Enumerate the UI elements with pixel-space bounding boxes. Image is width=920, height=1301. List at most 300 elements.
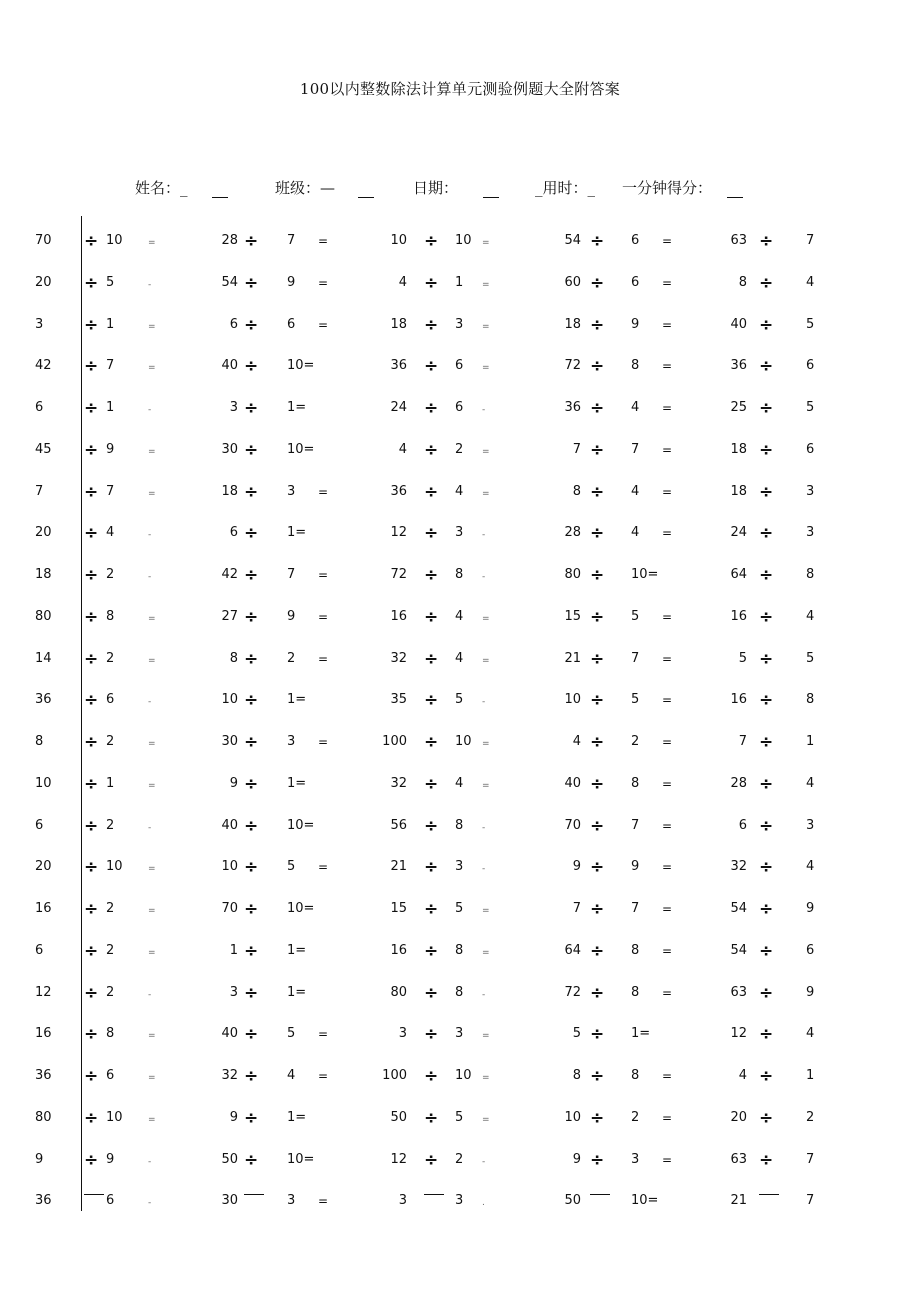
division-symbol: ÷	[84, 1024, 99, 1045]
dividend: 18	[730, 483, 747, 499]
equals-sign: =	[662, 401, 673, 415]
dividend: 6	[35, 400, 44, 415]
divisor: 2	[106, 942, 115, 958]
divisor: 7	[806, 1151, 815, 1167]
division-symbol: ÷	[759, 1107, 774, 1128]
divisor: 1	[455, 274, 464, 290]
dividend: 32	[730, 859, 747, 875]
division-symbol: ÷	[759, 231, 774, 251]
equals-sign: =	[318, 317, 329, 332]
equals-sign: =	[662, 1152, 673, 1167]
equals-sign: =	[318, 234, 329, 248]
divisor: 5	[455, 1109, 464, 1125]
divisor: 1	[106, 400, 115, 415]
dividend: 63	[730, 233, 747, 248]
dividend: 3	[398, 1026, 407, 1042]
dividend: 12	[35, 984, 52, 1000]
divisor: 7	[631, 650, 640, 666]
equals-sign: =	[482, 655, 490, 666]
division-symbol: ÷	[424, 732, 439, 752]
divisor: 4	[455, 650, 464, 666]
divisor: 9	[287, 274, 296, 290]
division-symbol: ÷	[759, 481, 774, 502]
divisor: 1	[806, 734, 815, 749]
division-symbol: ÷	[590, 1066, 605, 1086]
divisor: 1=	[287, 400, 307, 415]
dividend: 12	[730, 1026, 747, 1042]
division-symbol: ÷	[759, 648, 774, 669]
equals-sign: -	[148, 572, 152, 582]
division-symbol: ÷	[759, 773, 774, 794]
divisor: 1=	[287, 984, 307, 1000]
equals-sign: =	[318, 1194, 329, 1209]
division-symbol: ÷	[759, 940, 774, 961]
dividend: 9	[572, 1151, 581, 1167]
divisor: 4	[455, 775, 464, 791]
divisor: 2	[455, 1151, 464, 1167]
dividend: 50	[564, 1193, 581, 1209]
dividend: 56	[390, 817, 407, 833]
division-symbol: ÷	[759, 899, 774, 919]
divisor: 4	[806, 274, 815, 290]
dividend: 80	[390, 984, 407, 1000]
equals-sign: =	[318, 484, 329, 499]
equals-sign: -	[482, 1156, 486, 1167]
divisor: 4	[455, 483, 464, 499]
equals-sign: =	[148, 947, 156, 958]
division-symbol: ÷	[244, 773, 259, 794]
dividend: 12	[390, 1151, 407, 1167]
division-symbol: ÷	[244, 356, 259, 377]
divisor: 1=	[287, 775, 307, 791]
division-symbol: ÷	[590, 272, 605, 293]
division-symbol: ÷	[244, 982, 259, 1003]
divisor: 2	[106, 650, 115, 666]
equals-sign: -	[482, 697, 486, 708]
dividend: 18	[35, 567, 52, 582]
dividend: 18	[564, 316, 581, 332]
division-symbol: ÷	[244, 439, 259, 460]
dividend: 54	[564, 233, 581, 248]
name-label: 姓名：_	[135, 179, 188, 197]
dividend: 6	[738, 817, 747, 833]
dividend: 42	[35, 358, 52, 374]
division-symbol: ÷	[424, 565, 439, 585]
equals-sign: =	[662, 693, 673, 708]
division-symbol: ÷	[590, 606, 605, 627]
dividend: 9	[572, 859, 581, 875]
equals-sign: =	[148, 613, 156, 624]
divisor: 3	[631, 1151, 640, 1167]
dividend: 72	[390, 567, 407, 582]
divisor: 3	[455, 859, 464, 875]
dividend: 100	[382, 734, 407, 749]
division-symbol: ÷	[84, 815, 99, 836]
divisor: 1=	[631, 1026, 651, 1042]
divisor: 2	[806, 1109, 815, 1125]
dividend: 21	[730, 1193, 747, 1209]
dividend: 54	[730, 942, 747, 958]
divisor: 2	[287, 650, 296, 666]
equals-sign: =	[482, 321, 490, 332]
division-symbol: ÷	[590, 773, 605, 794]
dividend: 40	[221, 1026, 238, 1042]
divisor: 5	[806, 400, 815, 415]
dividend: 70	[35, 233, 52, 248]
division-symbol: ÷	[244, 1066, 259, 1086]
dividend: 80	[564, 567, 581, 582]
time-label: _用时：_	[535, 179, 596, 197]
divisor: 9	[106, 1151, 115, 1167]
equals-sign: =	[662, 609, 673, 624]
dividend: 63	[730, 1151, 747, 1167]
equals-sign: -	[482, 572, 486, 582]
divisor: 9	[287, 608, 296, 624]
division-symbol: ÷	[84, 481, 99, 502]
division-symbol: ÷	[759, 398, 774, 418]
divisor: 10=	[287, 358, 315, 374]
divisor: 7	[806, 1193, 815, 1209]
equals-sign: =	[482, 446, 490, 457]
divisor: 1=	[287, 942, 307, 958]
divisor: 1=	[287, 692, 307, 708]
division-symbol: ÷	[244, 732, 259, 752]
divisor: 6	[106, 1193, 115, 1209]
divisor: 4	[806, 775, 815, 791]
division-symbol: ÷	[244, 231, 259, 251]
dividend: 70	[221, 901, 238, 916]
dividend: 32	[390, 775, 407, 791]
equals-sign: =	[662, 484, 673, 499]
equals-sign: .	[482, 1198, 485, 1209]
equals-sign: =	[662, 943, 673, 958]
equals-sign: =	[482, 780, 490, 791]
division-symbol: ÷	[244, 314, 259, 335]
divisor: 1	[806, 1068, 815, 1083]
dividend: 36	[35, 1068, 52, 1083]
divisor: 4	[455, 608, 464, 624]
dividend: 8	[572, 483, 581, 499]
divisor: 8	[455, 817, 464, 833]
division-symbol: ÷	[590, 523, 605, 544]
division-symbol: ÷	[424, 690, 439, 711]
dividend: 16	[730, 608, 747, 624]
equals-sign: =	[662, 275, 673, 290]
dividend: 10	[221, 859, 238, 875]
division-symbol: ÷	[244, 690, 259, 711]
equals-sign: -	[148, 405, 152, 415]
dividend: 10	[564, 692, 581, 708]
divisor: 10=	[287, 1151, 315, 1167]
division-symbol: ÷	[84, 523, 99, 544]
equals-sign: -	[148, 279, 152, 290]
division-symbol: ÷	[244, 481, 259, 502]
equals-sign: =	[482, 613, 490, 624]
dividend: 6	[35, 942, 44, 958]
equals-sign: -	[482, 530, 486, 541]
divisor: 4	[631, 525, 640, 541]
equals-sign: =	[662, 1110, 673, 1125]
dividend: 50	[221, 1151, 238, 1167]
equals-sign: =	[148, 906, 156, 916]
dividend: 6	[35, 817, 44, 833]
division-symbol: ÷	[590, 231, 605, 251]
dividend: 40	[221, 817, 238, 833]
dividend: 32	[221, 1068, 238, 1083]
divisor: 8	[106, 1026, 115, 1042]
dividend: 35	[390, 692, 407, 708]
divisor: 5	[631, 608, 640, 624]
division-symbol: ÷	[84, 231, 99, 251]
dividend: 10	[221, 692, 238, 708]
divisor: 9	[806, 984, 815, 1000]
division-symbol: ÷	[590, 1107, 605, 1128]
dividend: 100	[382, 1068, 407, 1083]
divisor: 2	[106, 901, 115, 916]
divisor: 4	[806, 1026, 815, 1042]
dividend: 4	[738, 1068, 747, 1083]
divisor: 3	[455, 316, 464, 332]
equals-sign: =	[482, 1031, 490, 1042]
division-symbol: ÷	[424, 314, 439, 335]
divisor: 6	[631, 274, 640, 290]
division-symbol: ÷	[590, 565, 605, 585]
divisor: 8	[631, 358, 640, 374]
dividend: 20	[35, 859, 52, 875]
dividend: 36	[390, 358, 407, 374]
equals-sign: =	[148, 1114, 156, 1125]
division-symbol: ÷	[84, 314, 99, 335]
dividend: 3	[229, 984, 238, 1000]
dividend: 1	[229, 942, 238, 958]
divisor: 3	[806, 483, 815, 499]
division-symbol: ÷	[590, 1024, 605, 1045]
dividend: 32	[390, 650, 407, 666]
divisor: 6	[455, 358, 464, 374]
equals-sign: =	[148, 238, 156, 248]
dividend: 4	[398, 441, 407, 457]
divisor: 2	[106, 567, 115, 582]
divisor: 10	[455, 233, 472, 248]
dividend: 9	[35, 1151, 44, 1167]
divisor: 6	[455, 400, 464, 415]
dividend: 54	[730, 901, 747, 916]
divisor: 4	[106, 525, 115, 541]
dividend: 63	[730, 984, 747, 1000]
equals-sign: =	[482, 238, 490, 248]
division-symbol: ÷	[590, 648, 605, 669]
equals-sign: =	[148, 864, 156, 875]
divisor: 1=	[287, 525, 307, 541]
dividend: 72	[564, 358, 581, 374]
divisor: 5	[287, 859, 296, 875]
dividend: 28	[564, 525, 581, 541]
dividend: 54	[221, 274, 238, 290]
division-dash	[590, 1194, 610, 1195]
divisor: 2	[631, 734, 640, 749]
division-symbol: ÷	[84, 648, 99, 669]
divisor: 6	[806, 942, 815, 958]
division-symbol: ÷	[759, 314, 774, 335]
divisor: 6	[631, 233, 640, 248]
dividend: 7	[572, 901, 581, 916]
equals-sign: =	[148, 321, 156, 332]
division-symbol: ÷	[424, 1066, 439, 1086]
dividend: 21	[564, 650, 581, 666]
division-dash	[424, 1194, 444, 1195]
division-symbol: ÷	[759, 982, 774, 1003]
dividend: 30	[221, 734, 238, 749]
equals-sign: =	[662, 442, 673, 457]
divisor: 8	[806, 567, 815, 582]
dividend: 40	[221, 358, 238, 374]
dividend: 7	[572, 441, 581, 457]
division-symbol: ÷	[759, 1149, 774, 1170]
divisor: 7	[287, 233, 296, 248]
divisor: 6	[106, 692, 115, 708]
divisor: 3	[806, 525, 815, 541]
divisor: 10	[106, 1109, 123, 1125]
division-symbol: ÷	[590, 314, 605, 335]
dividend: 4	[572, 734, 581, 749]
equals-sign: =	[662, 985, 673, 1000]
equals-sign: -	[482, 989, 486, 1000]
date-label: 日期：	[413, 179, 459, 197]
dividend: 70	[564, 817, 581, 833]
equals-sign: =	[482, 488, 490, 499]
divisor: 3	[287, 1193, 296, 1209]
division-symbol: ÷	[759, 815, 774, 836]
dividend: 50	[390, 1109, 407, 1125]
dividend: 7	[35, 483, 44, 499]
dividend: 18	[221, 483, 238, 499]
equals-sign: =	[148, 655, 156, 666]
divisor: 7	[631, 441, 640, 457]
equals-sign: =	[148, 1073, 156, 1083]
dividend: 9	[229, 775, 238, 791]
equals-sign: =	[318, 860, 329, 875]
divisor: 5	[806, 650, 815, 666]
division-symbol: ÷	[759, 439, 774, 460]
divisor: 4	[287, 1068, 296, 1083]
dividend: 3	[35, 316, 44, 332]
division-symbol: ÷	[590, 481, 605, 502]
division-symbol: ÷	[424, 523, 439, 544]
equals-sign: =	[318, 1027, 329, 1042]
equals-sign: =	[482, 906, 490, 916]
division-symbol: ÷	[84, 857, 99, 878]
dividend: 20	[730, 1109, 747, 1125]
divisor: 8	[631, 984, 640, 1000]
division-symbol: ÷	[424, 481, 439, 502]
equals-sign: =	[482, 1073, 490, 1083]
dividend: 64	[564, 942, 581, 958]
equals-sign: =	[148, 1031, 156, 1042]
division-symbol: ÷	[424, 857, 439, 878]
divisor: 9	[806, 901, 815, 916]
division-symbol: ÷	[244, 648, 259, 669]
equals-sign: =	[662, 902, 673, 916]
dividend: 6	[229, 316, 238, 332]
dividend: 16	[730, 692, 747, 708]
division-symbol: ÷	[590, 982, 605, 1003]
divisor: 5	[455, 901, 464, 916]
divisor: 5	[631, 692, 640, 708]
division-symbol: ÷	[84, 606, 99, 627]
division-symbol: ÷	[424, 1024, 439, 1045]
equals-sign: =	[482, 363, 490, 374]
division-symbol: ÷	[759, 565, 774, 585]
division-symbol: ÷	[244, 1107, 259, 1128]
score-label: 一分钟得分：	[622, 179, 713, 197]
divisor: 8	[455, 567, 464, 582]
dividend: 16	[390, 942, 407, 958]
equals-sign: =	[662, 776, 673, 791]
divisor: 8	[631, 942, 640, 958]
equals-sign: -	[148, 989, 152, 1000]
divisor: 7	[106, 358, 115, 374]
divisor: 7	[806, 233, 815, 248]
equals-sign: =	[662, 818, 673, 833]
divisor: 5	[455, 692, 464, 708]
page-title: 100以内整数除法计算单元测验例题大全附答案	[299, 80, 621, 98]
class-label: 班级：—	[275, 179, 336, 197]
equals-sign: =	[662, 317, 673, 332]
dividend: 40	[730, 316, 747, 332]
dividend: 12	[390, 525, 407, 541]
dividend: 8	[572, 1068, 581, 1083]
divisor: 6	[106, 1068, 115, 1083]
divisor: 7	[287, 567, 296, 582]
divisor: 1	[106, 316, 115, 332]
division-symbol: ÷	[759, 523, 774, 544]
dividend: 10	[390, 233, 407, 248]
dividend: 36	[35, 692, 52, 708]
division-symbol: ÷	[424, 1107, 439, 1128]
divisor: 2	[106, 817, 115, 833]
division-symbol: ÷	[590, 899, 605, 919]
division-symbol: ÷	[424, 648, 439, 669]
dividend: 20	[35, 525, 52, 541]
dividend: 64	[730, 567, 747, 582]
equals-sign: =	[662, 651, 673, 666]
dividend: 36	[35, 1193, 52, 1209]
divisor: 1=	[287, 1109, 307, 1125]
division-symbol: ÷	[759, 857, 774, 878]
dividend: 3	[229, 400, 238, 415]
divisor: 10	[106, 233, 123, 248]
divisor: 10=	[287, 817, 315, 833]
dividend: 27	[221, 608, 238, 624]
division-symbol: ÷	[759, 272, 774, 293]
division-symbol: ÷	[424, 899, 439, 919]
division-symbol: ÷	[590, 732, 605, 752]
dividend: 3	[398, 1193, 407, 1209]
dividend: 8	[738, 274, 747, 290]
divisor: 9	[631, 859, 640, 875]
dividend: 8	[35, 734, 44, 749]
equals-sign: =	[318, 568, 329, 582]
divisor: 10=	[287, 441, 315, 457]
equals-sign: =	[662, 735, 673, 749]
divisor: 6	[806, 441, 815, 457]
division-symbol: ÷	[84, 899, 99, 919]
equals-sign: =	[148, 488, 156, 499]
divisor: 8	[106, 608, 115, 624]
division-symbol: ÷	[84, 1107, 99, 1128]
equals-sign: =	[662, 860, 673, 875]
dividend: 18	[390, 316, 407, 332]
